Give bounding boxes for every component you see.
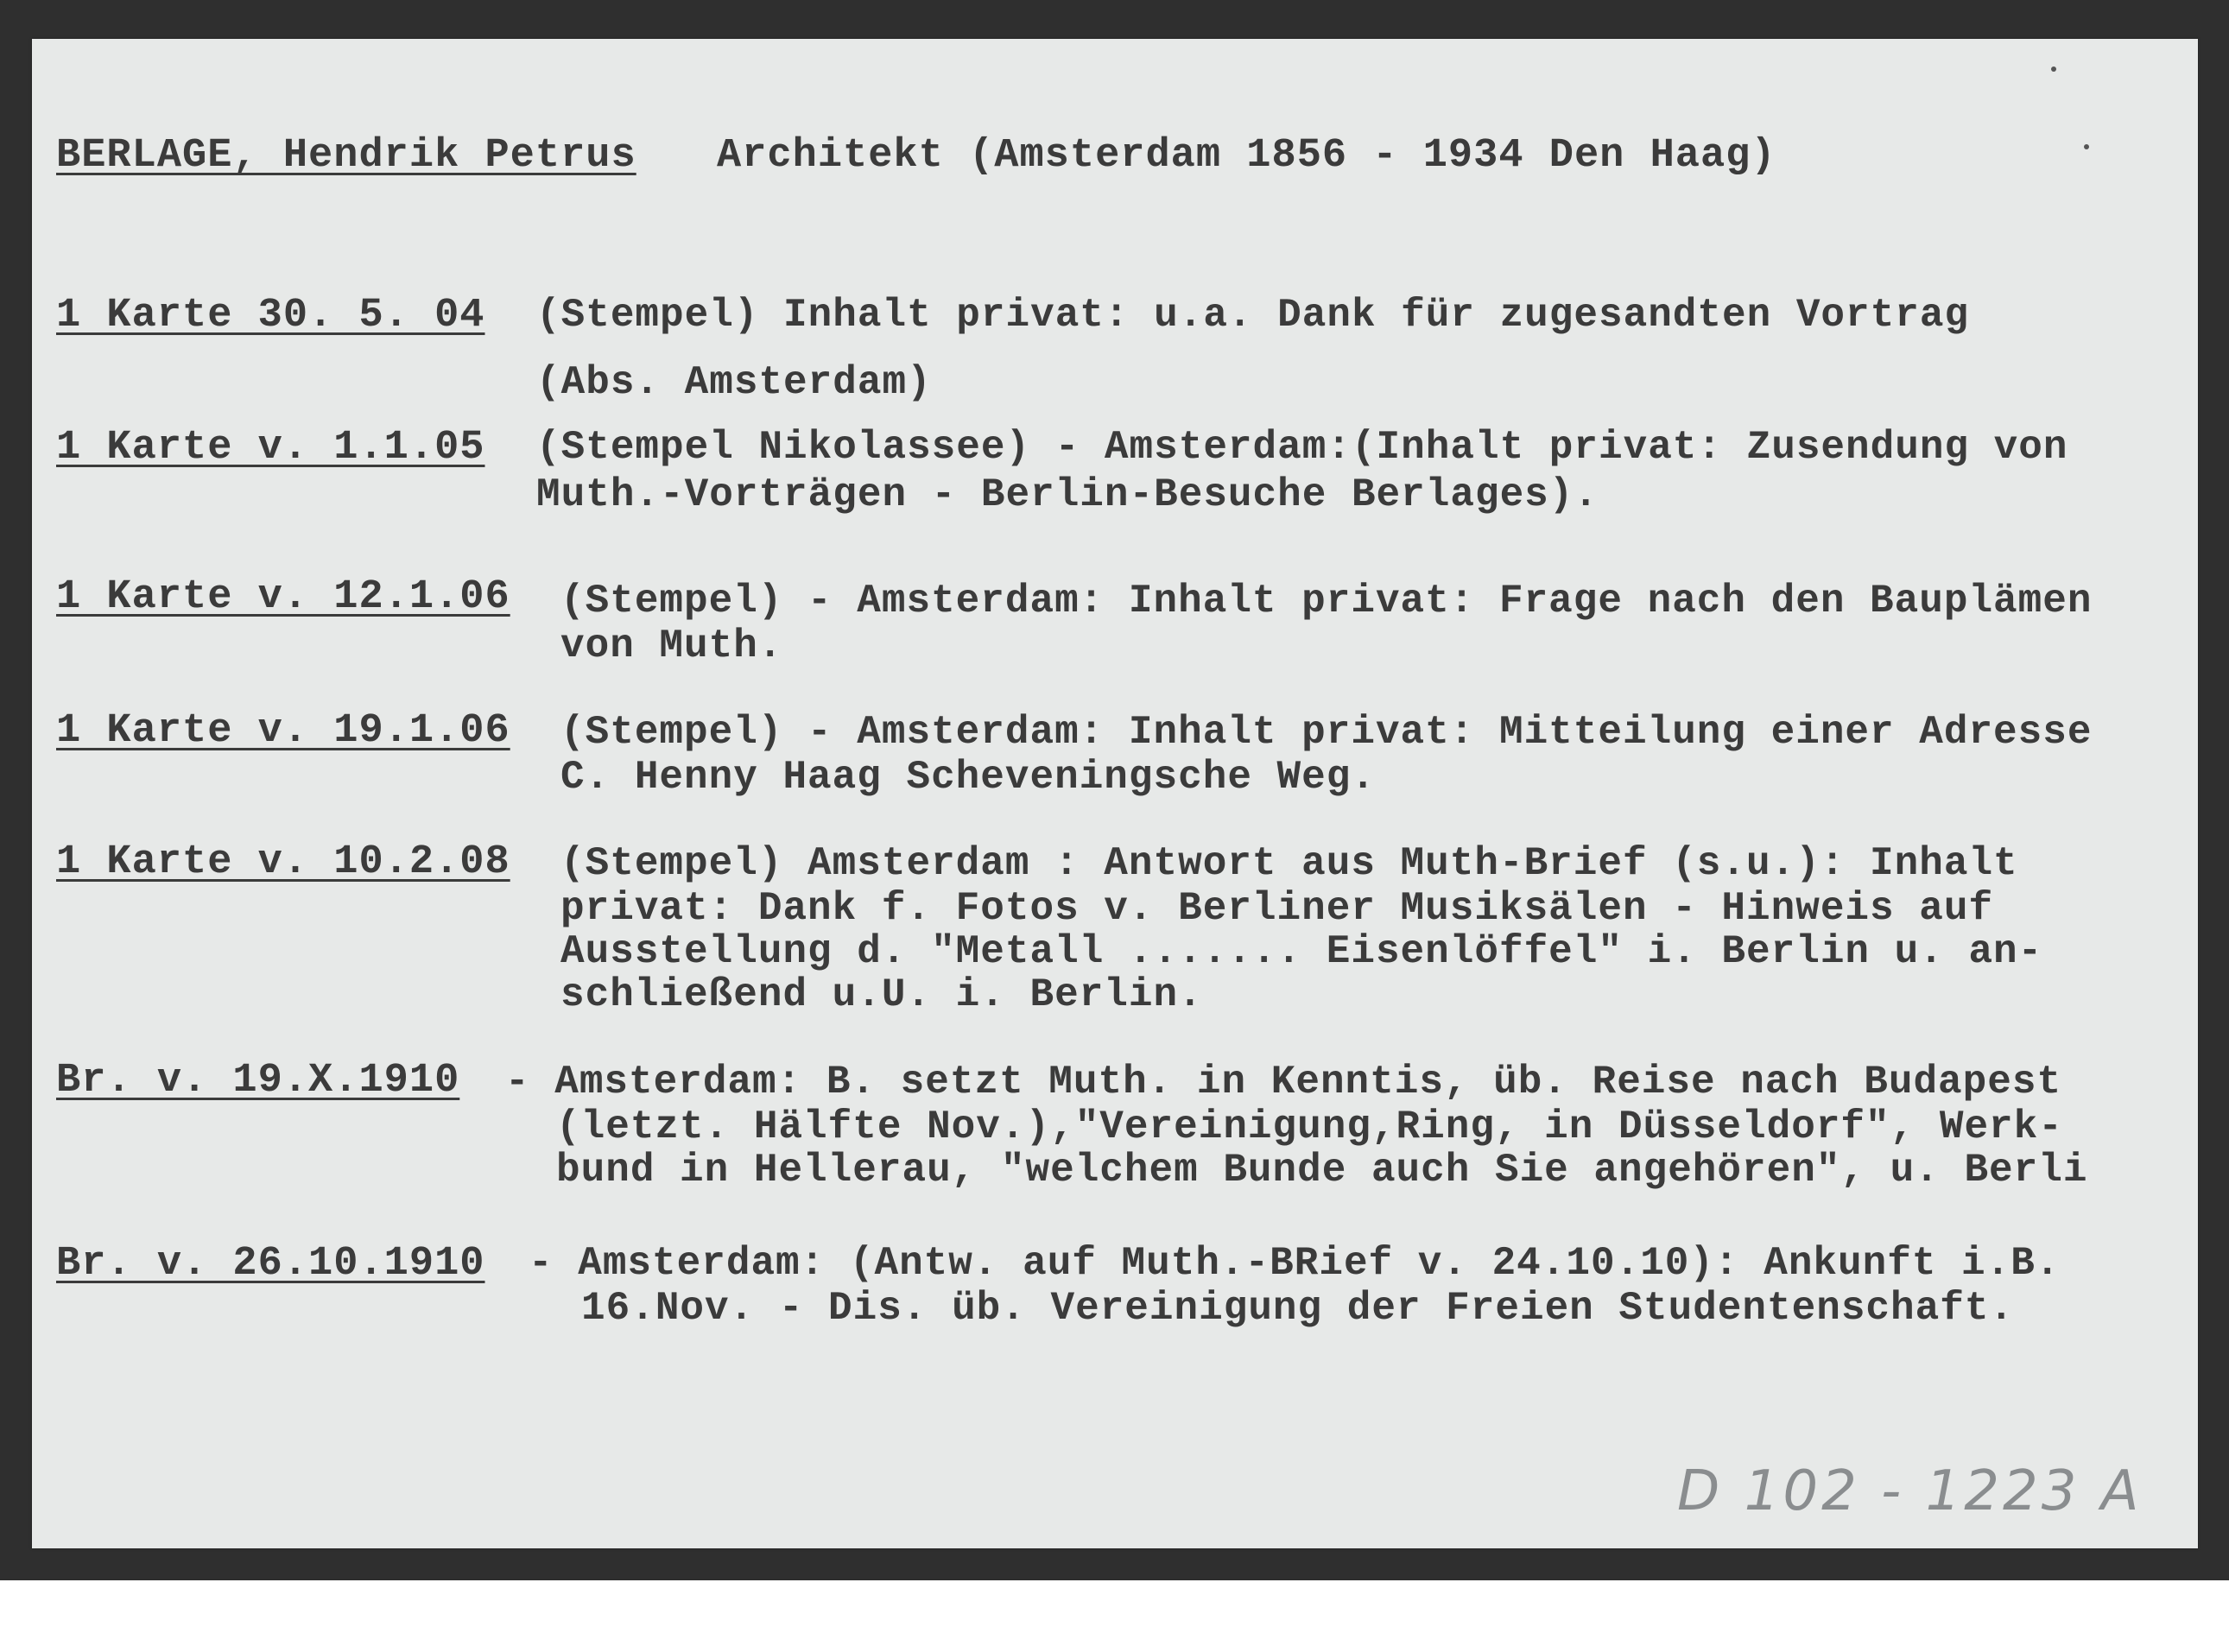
entry-label: 1 Karte v. 1.1.05 [56, 425, 485, 471]
entry-line: C. Henny Haag Scheveningsche Weg. [560, 755, 1376, 800]
person-name: BERLAGE, Hendrik Petrus [56, 133, 636, 179]
entry-line: (Abs. Amsterdam) [536, 360, 932, 405]
entry-line: von Muth. [560, 623, 783, 668]
entry-line: Muth.-Vorträgen - Berlin-Besuche Berlages). [536, 472, 1599, 517]
entry-label: 1 Karte v. 12.1.06 [56, 574, 510, 620]
entry-line: (Stempel) - Amsterdam: Inhalt privat: Mitteilung einer Adresse [560, 710, 2093, 755]
entry-label: 1 Karte v. 10.2.08 [56, 839, 510, 885]
entry-line: - Amsterdam: (Antw. auf Muth.-BRief v. 24.10.10): Ankunft i.B. [529, 1241, 2061, 1286]
entry-line: (Stempel Nikolassee) - Amsterdam:(Inhalt privat: Zusendung von [536, 425, 2068, 470]
entry-line: schließend u.U. i. Berlin. [560, 972, 1203, 1017]
entry-line: (Stempel) Amsterdam : Antwort aus Muth-Brief (s.u.): Inhalt [560, 841, 2018, 886]
entry-line: (Stempel) - Amsterdam: Inhalt privat: Frage nach den Bauplämen [560, 579, 2093, 623]
entry-label: 1 Karte 30. 5. 04 [56, 293, 485, 339]
entry-label: 1 Karte v. 19.1.06 [56, 708, 510, 754]
speck-mark [2084, 144, 2089, 149]
person-profession: Architekt (Amsterdam 1856 - 1934 Den Haag) [717, 133, 1776, 179]
entry-line: privat: Dank f. Fotos v. Berliner Musiksälen - Hinweis auf [560, 886, 1994, 931]
index-card [32, 39, 2198, 1548]
entry-line: (letzt. Hälfte Nov.),"Vereinigung,Ring, in Düsseldorf", Werk- [556, 1104, 2063, 1149]
entry-line: (Stempel) Inhalt privat: u.a. Dank für zugesandten Vortrag [536, 293, 1970, 338]
entry-label: Br. v. 26.10.1910 [56, 1241, 485, 1287]
entry-line: - Amsterdam: B. setzt Muth. in Kenntis, üb. Reise nach Budapest [505, 1060, 2062, 1104]
speck-mark [2051, 66, 2056, 72]
archive-signature: D 102 - 1223 A [1677, 1459, 2143, 1523]
entry-label: Br. v. 19.X.1910 [56, 1058, 460, 1104]
entry-line: bund in Hellerau, "welchem Bunde auch Sie angehören", u. Berli [556, 1148, 2088, 1193]
entry-line: Ausstellung d. "Metall ....... Eisenlöffel" i. Berlin u. an- [560, 929, 2043, 974]
entry-line: 16.Nov. - Dis. üb. Vereinigung der Freien Studentenschaft. [581, 1286, 2015, 1331]
